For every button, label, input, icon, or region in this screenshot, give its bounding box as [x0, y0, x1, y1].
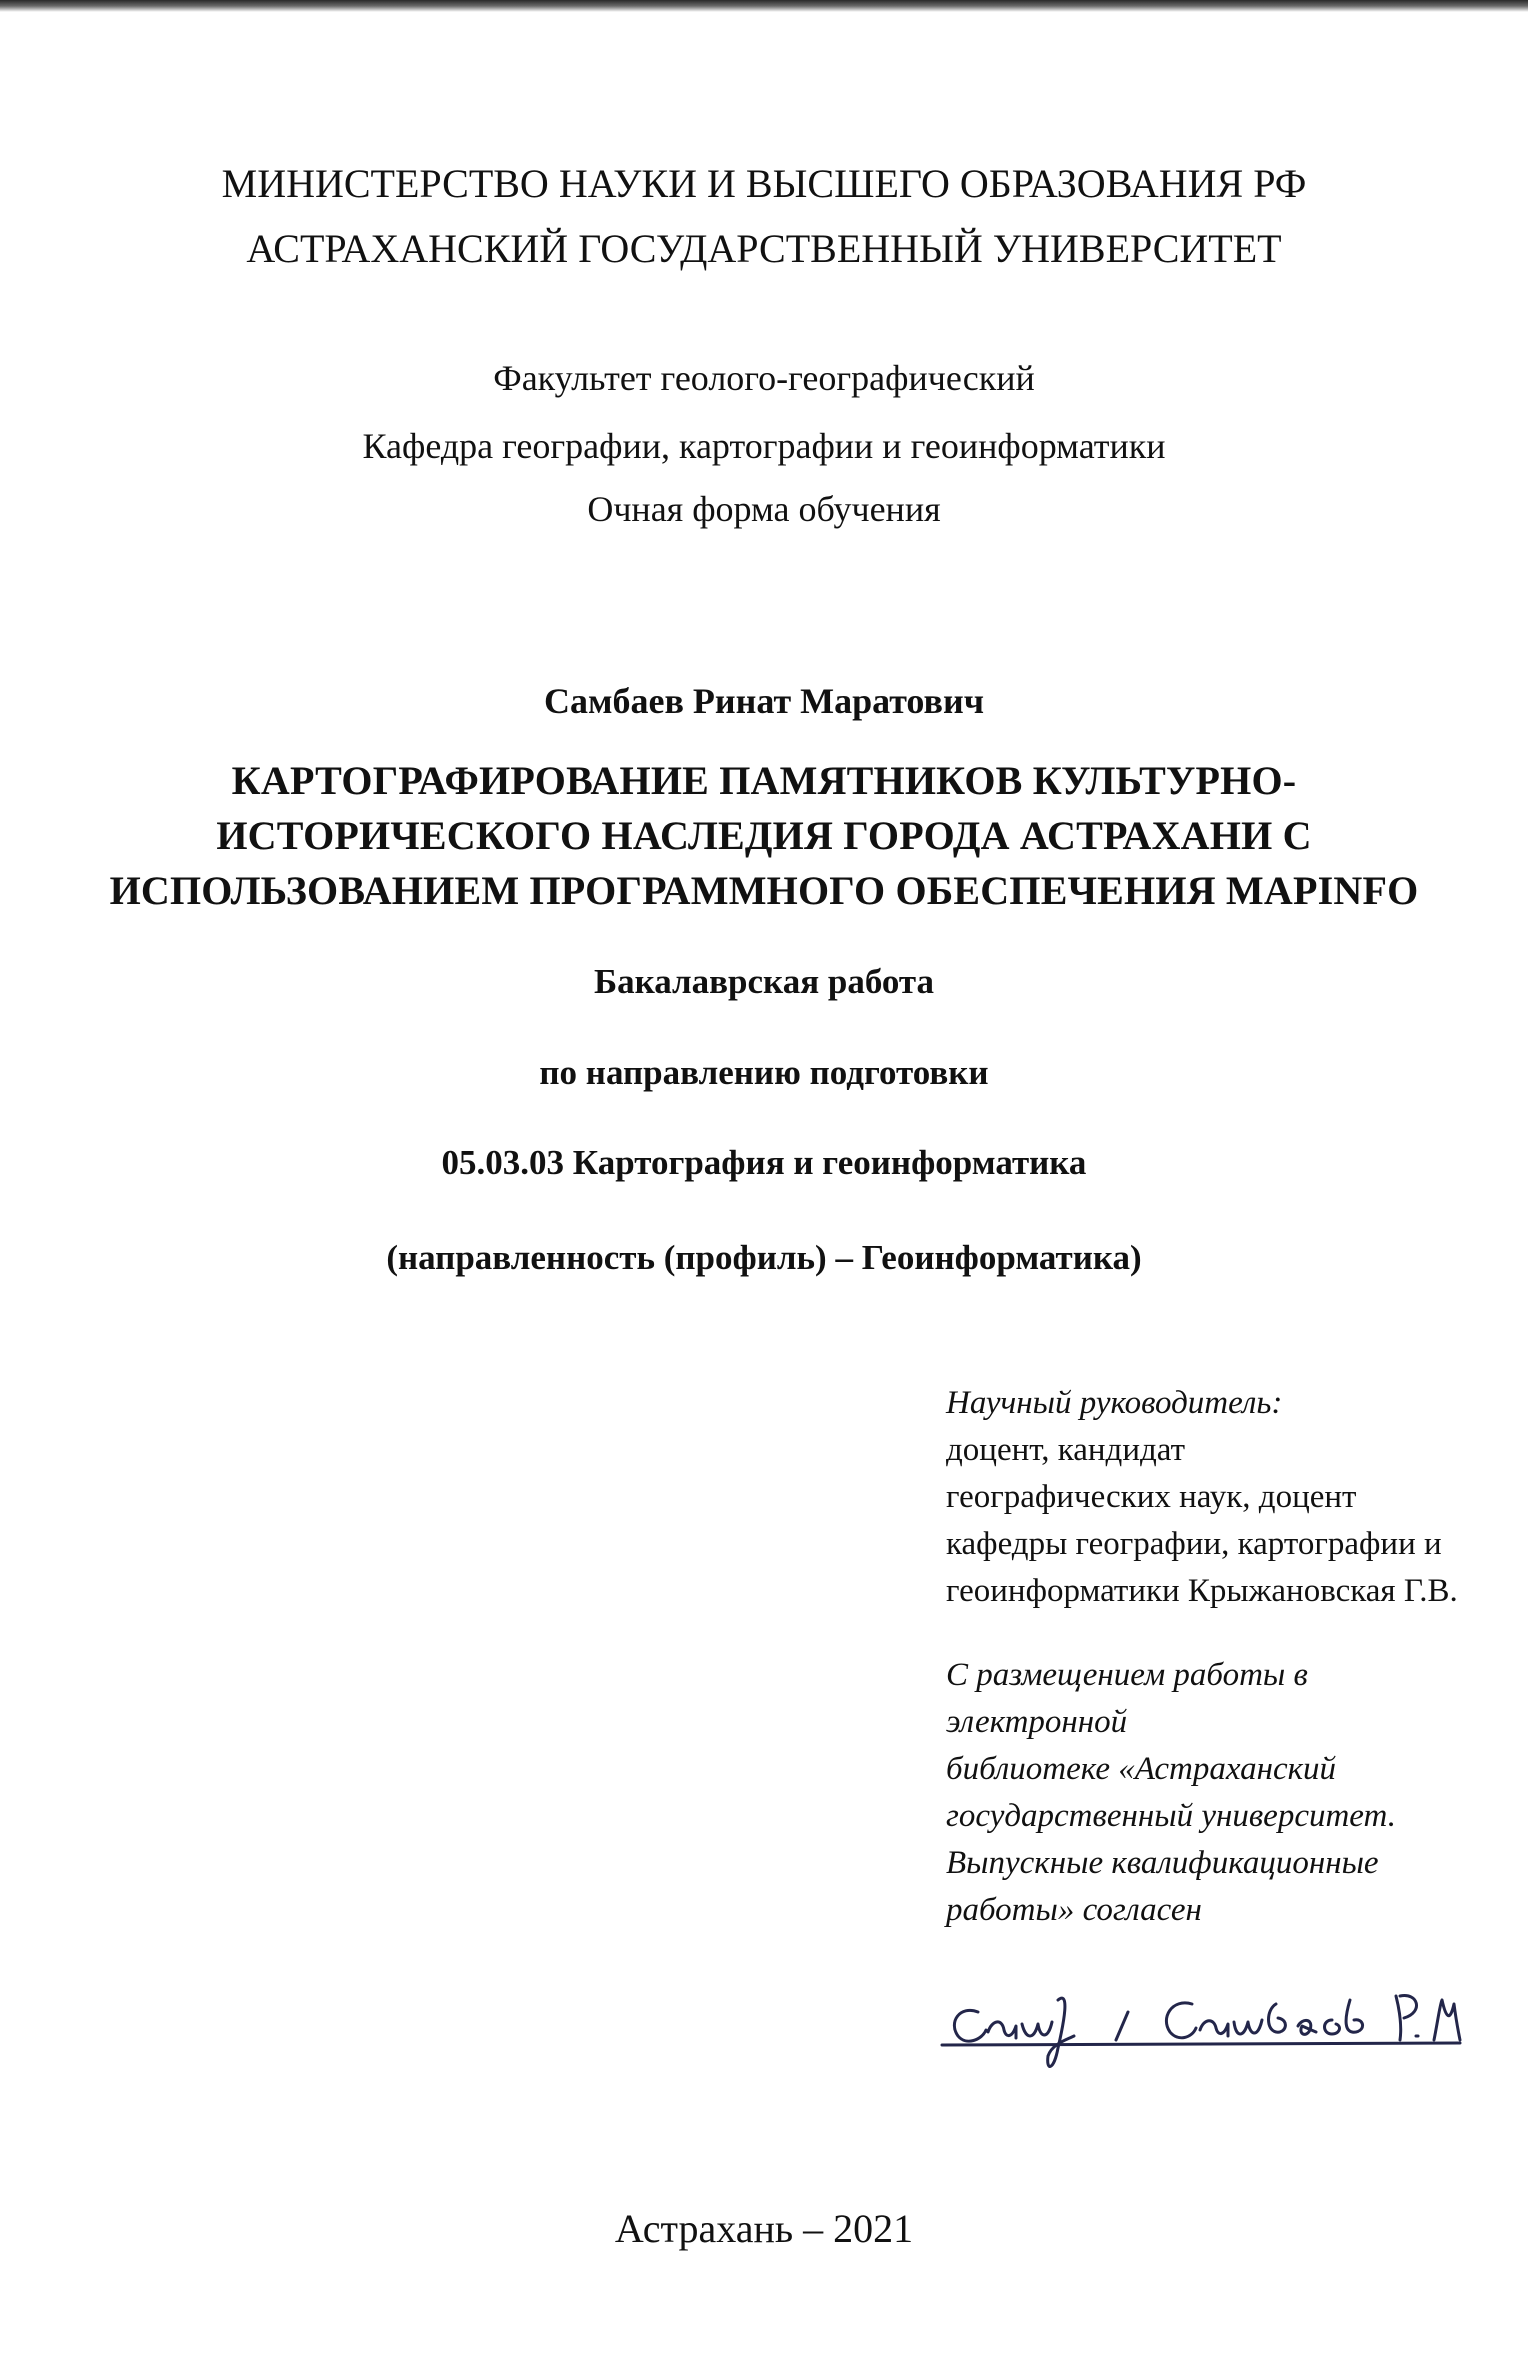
- supervisor-label: Научный руководитель:: [946, 1385, 1283, 1421]
- work-type: Бакалаврская работа: [593, 962, 935, 1001]
- thesis-title-line-3: ИСПОЛЬЗОВАНИЕМ ПРОГРАММНОГО ОБЕСПЕЧЕНИЯ MAPINFO: [109, 868, 1419, 913]
- study-form-line: Очная форма обучения: [587, 489, 941, 529]
- handwritten-signature: [930, 1960, 1490, 2100]
- city-year: Астрахань – 2021: [614, 2206, 914, 2251]
- supervisor-line: географических наук, доцент: [946, 1479, 1357, 1515]
- profile-line: (направленность (профиль) – Геоинформатика): [386, 1238, 1142, 1277]
- consent-line: С размещением работы в: [946, 1657, 1308, 1693]
- supervisor-line: доцент, кандидат: [946, 1432, 1185, 1468]
- scan-edge-shadow: [0, 0, 1528, 12]
- thesis-title-line-1: КАРТОГРАФИРОВАНИЕ ПАМЯТНИКОВ КУЛЬТУРНО-: [231, 758, 1297, 803]
- consent-line: работы» согласен: [946, 1892, 1202, 1928]
- consent-line: Выпускные квалификационные: [946, 1845, 1379, 1881]
- author-name: Самбаев Ринат Маратович: [543, 681, 985, 721]
- supervisor-line: кафедры географии, картографии и: [946, 1526, 1442, 1562]
- direction-code: 05.03.03 Картография и геоинформатика: [441, 1143, 1087, 1182]
- university-heading: АСТРАХАНСКИЙ ГОСУДАРСТВЕННЫЙ УНИВЕРСИТЕТ: [246, 226, 1282, 271]
- supervisor-block: [946, 1380, 1458, 1615]
- thesis-title-line-2: ИСТОРИЧЕСКОГО НАСЛЕДИЯ ГОРОДА АСТРАХАНИ С: [216, 813, 1312, 858]
- direction-label: по направлению подготовки: [539, 1053, 989, 1092]
- department-line: Кафедра географии, картографии и геоинформатики: [362, 426, 1166, 466]
- consent-line: государственный университет.: [946, 1798, 1396, 1834]
- faculty-line: Факультет геолого-географический: [493, 358, 1035, 398]
- consent-line: электронной: [946, 1704, 1128, 1740]
- ministry-heading: МИНИСТЕРСТВО НАУКИ И ВЫСШЕГО ОБРАЗОВАНИЯ РФ: [221, 161, 1307, 206]
- consent-block: [946, 1652, 1396, 1934]
- consent-line: библиотеке «Астраханский: [946, 1751, 1337, 1787]
- supervisor-line: геоинформатики Крыжановская Г.В.: [946, 1573, 1458, 1609]
